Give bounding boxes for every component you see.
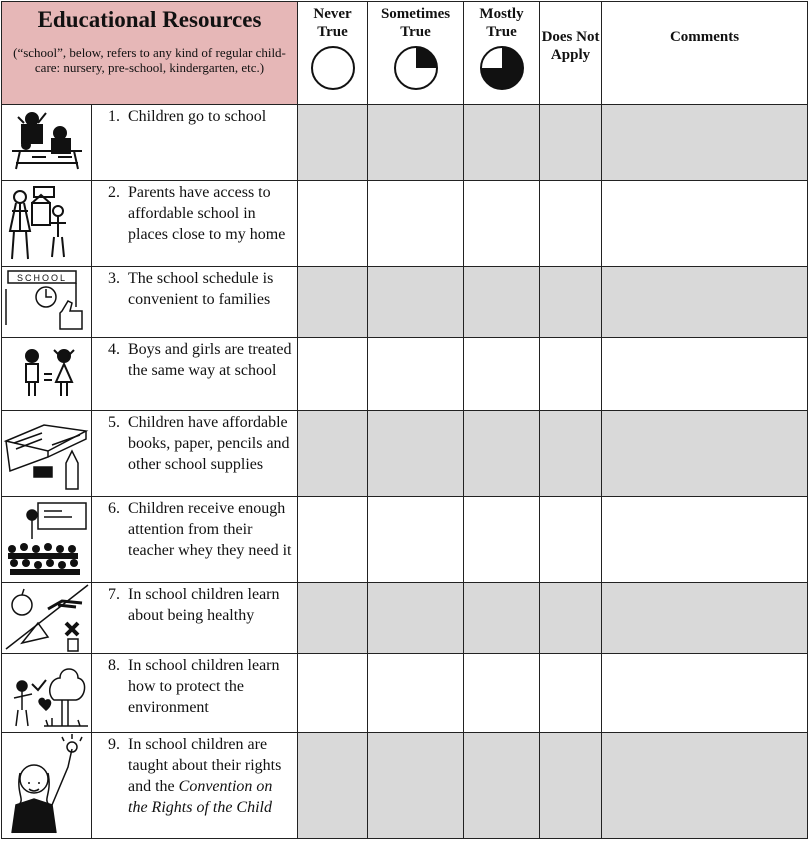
answer-does-not-apply[interactable] [540, 654, 602, 733]
answer-does-not-apply[interactable] [540, 338, 602, 411]
answer-never-true[interactable] [298, 733, 368, 839]
answer-comments[interactable] [602, 654, 808, 733]
question-number: 8. [108, 657, 120, 674]
classroom-children-icon [2, 105, 90, 179]
answer-never-true[interactable] [298, 411, 368, 497]
answer-sometimes-true[interactable] [368, 338, 464, 411]
question-cell [92, 105, 298, 181]
answer-mostly-true[interactable] [464, 654, 540, 733]
col-label-never-true: Never True [313, 6, 352, 40]
answer-does-not-apply[interactable] [540, 105, 602, 181]
question-text: Children receive enough attention from their teacher whey they need it [128, 500, 292, 559]
table-row [2, 181, 808, 267]
answer-mostly-true[interactable] [464, 583, 540, 654]
question-cell [92, 733, 298, 839]
table-row [2, 583, 808, 654]
answer-comments[interactable] [602, 497, 808, 583]
answer-does-not-apply[interactable] [540, 583, 602, 654]
row-icon-cell [2, 338, 92, 411]
question-number: 7. [108, 586, 120, 603]
question-cell [92, 181, 298, 267]
answer-never-true[interactable] [298, 497, 368, 583]
answer-comments[interactable] [602, 181, 808, 267]
answer-does-not-apply[interactable] [540, 181, 602, 267]
question-number: 5. [108, 414, 120, 431]
quarter-pie-icon [393, 45, 439, 91]
answer-mostly-true[interactable] [464, 338, 540, 411]
book-pencil-eraser-icon [2, 411, 90, 495]
question-text-italic: Convention on the Rights of the Child [128, 778, 273, 816]
answer-sometimes-true[interactable] [368, 105, 464, 181]
col-comments [602, 2, 808, 105]
table-row [2, 654, 808, 733]
answer-sometimes-true[interactable] [368, 654, 464, 733]
row-icon-cell [2, 733, 92, 839]
answer-never-true[interactable] [298, 583, 368, 654]
answer-sometimes-true[interactable] [368, 411, 464, 497]
question-number: 9. [108, 736, 120, 753]
table-row [2, 733, 808, 839]
row-icon-cell [2, 267, 92, 338]
question-text: In school children are taught about their rights and the [128, 736, 282, 795]
answer-does-not-apply[interactable] [540, 733, 602, 839]
question-text: In school children learn how to protect the environment [128, 657, 280, 716]
row-icon-cell [2, 105, 92, 181]
answer-comments[interactable] [602, 733, 808, 839]
col-mostly-true [464, 2, 540, 105]
question-number: 1. [108, 108, 120, 125]
col-sometimes-true [368, 2, 464, 105]
school-clock-thumbs-up-icon [2, 267, 90, 336]
question-cell [92, 338, 298, 411]
row-icon-cell [2, 654, 92, 733]
answer-comments[interactable] [602, 411, 808, 497]
row-icon-cell [2, 497, 92, 583]
healthy-food-icon [2, 583, 90, 652]
page-title: Educational Resources [37, 7, 262, 32]
parent-child-school-icon [2, 181, 90, 265]
answer-comments[interactable] [602, 105, 808, 181]
question-text: Children have affordable books, paper, pencils and other school supplies [128, 414, 290, 473]
row-icon-cell [2, 411, 92, 497]
answer-comments[interactable] [602, 338, 808, 411]
question-number: 2. [108, 184, 120, 201]
row-icon-cell [2, 583, 92, 654]
col-label-sometimes-true: Sometimes True [380, 6, 451, 40]
title-cell [2, 2, 298, 105]
question-cell [92, 411, 298, 497]
question-cell [92, 267, 298, 338]
question-text: Parents have access to affordable school in places close to my home [128, 184, 286, 243]
answer-does-not-apply[interactable] [540, 411, 602, 497]
girl-raising-hand-icon [2, 733, 90, 837]
col-label-mostly-true: Mostly True [479, 6, 524, 40]
table-row [2, 338, 808, 411]
answer-never-true[interactable] [298, 338, 368, 411]
answer-sometimes-true[interactable] [368, 497, 464, 583]
question-number: 6. [108, 500, 120, 517]
answer-sometimes-true[interactable] [368, 583, 464, 654]
table-row [2, 411, 808, 497]
answer-never-true[interactable] [298, 267, 368, 338]
boy-equals-girl-icon [2, 338, 90, 409]
school-sign-text: SCHOOL [16, 273, 68, 283]
answer-sometimes-true[interactable] [368, 181, 464, 267]
question-text: The school schedule is convenient to families [128, 270, 274, 308]
question-cell [92, 497, 298, 583]
answer-never-true[interactable] [298, 654, 368, 733]
answer-mostly-true[interactable] [464, 733, 540, 839]
answer-does-not-apply[interactable] [540, 267, 602, 338]
three-quarter-pie-icon [479, 45, 525, 91]
row-icon-cell [2, 181, 92, 267]
page-subtitle: (“school”, below, refers to any kind of regular child-care: nursery, pre-school, kindergarten, etc.) [13, 45, 286, 75]
child-tree-environment-icon [2, 654, 90, 731]
table-row [2, 497, 808, 583]
survey-table [1, 1, 808, 839]
answer-mostly-true[interactable] [464, 181, 540, 267]
col-never-true [298, 2, 368, 105]
col-label-does-not-apply: Does Not Apply [541, 29, 600, 63]
table-row [2, 267, 808, 338]
empty-circle-icon [310, 45, 356, 91]
answer-does-not-apply[interactable] [540, 497, 602, 583]
answer-comments[interactable] [602, 267, 808, 338]
question-text: In school children learn about being healthy [128, 586, 280, 624]
question-cell [92, 583, 298, 654]
header-row [2, 2, 808, 105]
question-cell [92, 654, 298, 733]
question-text: Children go to school [128, 108, 267, 125]
answer-mostly-true[interactable] [464, 105, 540, 181]
answer-never-true[interactable] [298, 181, 368, 267]
col-label-comments: Comments [669, 29, 740, 45]
teacher-class-blackboard-icon [2, 497, 90, 581]
col-does-not-apply [540, 2, 602, 105]
answer-never-true[interactable] [298, 105, 368, 181]
table-row [2, 105, 808, 181]
answer-sometimes-true[interactable] [368, 733, 464, 839]
answer-comments[interactable] [602, 583, 808, 654]
answer-mostly-true[interactable] [464, 411, 540, 497]
answer-mostly-true[interactable] [464, 497, 540, 583]
answer-mostly-true[interactable] [464, 267, 540, 338]
question-text: Boys and girls are treated the same way at school [128, 341, 292, 379]
question-number: 3. [108, 270, 120, 287]
answer-sometimes-true[interactable] [368, 267, 464, 338]
question-number: 4. [108, 341, 120, 358]
